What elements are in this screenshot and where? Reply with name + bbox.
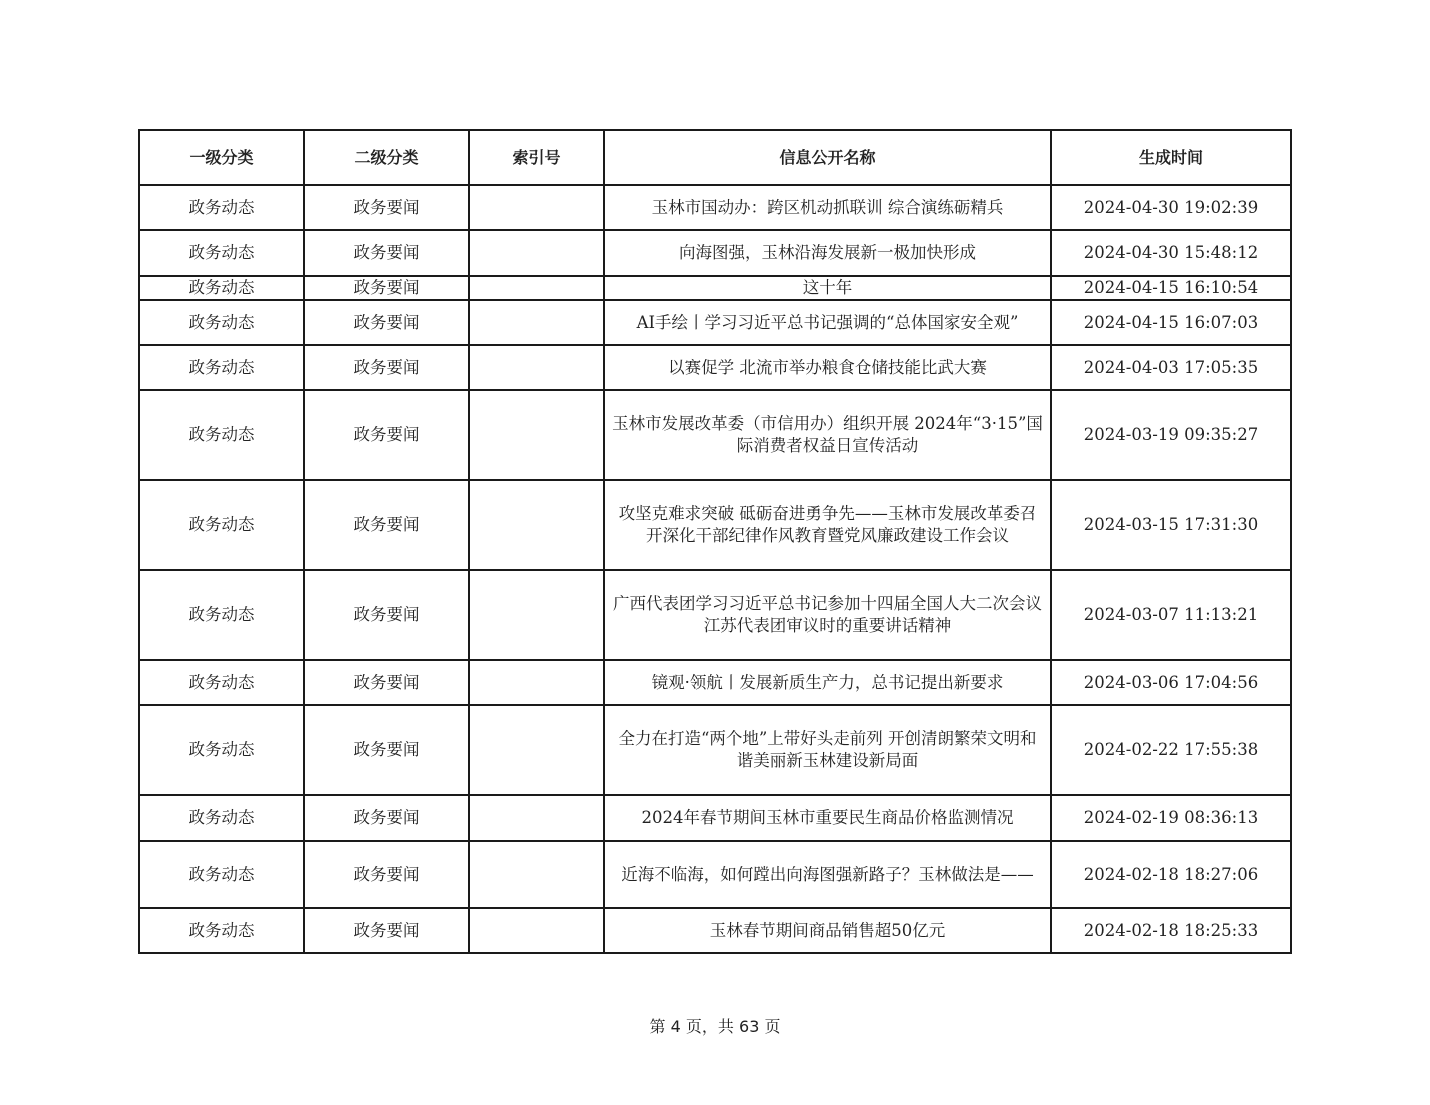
table-row [139,570,1291,660]
cell-info-title: 全力在打造“两个地”上带好头走前列 开创清朗繁荣文明和谐美丽新玉林建设新局面 [604,705,1051,795]
table-header [139,130,1291,185]
cell-category-1: 政务动态 [139,390,304,480]
table-row [139,185,1291,230]
cell-info-title: 广西代表团学习习近平总书记参加十四届全国人大二次会议江苏代表团审议时的重要讲话精神 [604,570,1051,660]
cell-index-number [469,230,604,276]
cell-generated-time: 2024-04-03 17:05:35 [1051,345,1291,390]
cell-category-1: 政务动态 [139,276,304,300]
cell-category-2: 政务要闻 [304,795,469,841]
cell-generated-time: 2024-02-18 18:25:33 [1051,908,1291,953]
cell-index-number [469,185,604,230]
table-row [139,230,1291,276]
cell-category-1: 政务动态 [139,230,304,276]
cell-category-1: 政务动态 [139,841,304,908]
cell-category-2: 政务要闻 [304,300,469,345]
cell-generated-time: 2024-04-30 19:02:39 [1051,185,1291,230]
cell-category-2: 政务要闻 [304,345,469,390]
cell-category-1: 政务动态 [139,908,304,953]
cell-category-2: 政务要闻 [304,841,469,908]
cell-index-number [469,276,604,300]
cell-info-title: 玉林春节期间商品销售超50亿元 [604,908,1051,953]
cell-index-number [469,841,604,908]
cell-category-2: 政务要闻 [304,185,469,230]
cell-info-title: 近海不临海，如何蹚出向海图强新路子？玉林做法是—— [604,841,1051,908]
cell-index-number [469,345,604,390]
cell-index-number [469,480,604,570]
cell-category-2: 政务要闻 [304,480,469,570]
table-row [139,276,1291,300]
table-row [139,390,1291,480]
cell-info-title: 以赛促学 北流市举办粮食仓储技能比武大赛 [604,345,1051,390]
cell-info-title: 玉林市国动办：跨区机动抓联训 综合演练砺精兵 [604,185,1051,230]
cell-info-title: AI手绘丨学习习近平总书记强调的“总体国家安全观” [604,300,1051,345]
footer-middle: 页，共 [685,1017,734,1036]
header-category-2: 二级分类 [304,130,469,185]
header-generated-time: 生成时间 [1051,130,1291,185]
header-category-1: 一级分类 [139,130,304,185]
cell-category-1: 政务动态 [139,185,304,230]
cell-generated-time: 2024-04-30 15:48:12 [1051,230,1291,276]
cell-category-2: 政务要闻 [304,908,469,953]
cell-generated-time: 2024-03-15 17:31:30 [1051,480,1291,570]
cell-category-1: 政务动态 [139,570,304,660]
page-footer [0,1014,1430,1037]
table-row [139,841,1291,908]
table-row [139,480,1291,570]
table-row [139,660,1291,705]
cell-generated-time: 2024-04-15 16:10:54 [1051,276,1291,300]
cell-generated-time: 2024-03-19 09:35:27 [1051,390,1291,480]
cell-index-number [469,795,604,841]
cell-generated-time: 2024-03-07 11:13:21 [1051,570,1291,660]
cell-category-2: 政务要闻 [304,705,469,795]
header-row [139,130,1291,185]
cell-generated-time: 2024-04-15 16:07:03 [1051,300,1291,345]
cell-info-title: 2024年春节期间玉林市重要民生商品价格监测情况 [604,795,1051,841]
cell-index-number [469,660,604,705]
footer-prefix: 第 [649,1017,666,1036]
header-info-title: 信息公开名称 [604,130,1051,185]
cell-info-title: 玉林市发展改革委（市信用办）组织开展 2024年“3·15”国际消费者权益日宣传活动 [604,390,1051,480]
footer-page-number: 4 [670,1017,681,1036]
cell-info-title: 这十年 [604,276,1051,300]
cell-category-2: 政务要闻 [304,660,469,705]
cell-category-2: 政务要闻 [304,276,469,300]
cell-info-title: 攻坚克难求突破 砥砺奋进勇争先——玉林市发展改革委召开深化干部纪律作风教育暨党风廉政建设工作会议 [604,480,1051,570]
cell-category-1: 政务动态 [139,300,304,345]
cell-index-number [469,390,604,480]
cell-generated-time: 2024-03-06 17:04:56 [1051,660,1291,705]
cell-info-title: 镜观·领航丨发展新质生产力，总书记提出新要求 [604,660,1051,705]
footer-suffix: 页 [764,1017,781,1036]
table-body [139,185,1291,953]
header-index-number: 索引号 [469,130,604,185]
cell-category-2: 政务要闻 [304,570,469,660]
cell-category-1: 政务动态 [139,795,304,841]
footer-total-pages: 63 [739,1017,760,1036]
table-row [139,705,1291,795]
cell-index-number [469,300,604,345]
cell-category-2: 政务要闻 [304,230,469,276]
cell-category-1: 政务动态 [139,480,304,570]
cell-index-number [469,908,604,953]
cell-index-number [469,705,604,795]
table-row [139,300,1291,345]
cell-index-number [469,570,604,660]
cell-category-1: 政务动态 [139,345,304,390]
cell-generated-time: 2024-02-19 08:36:13 [1051,795,1291,841]
table-row [139,345,1291,390]
cell-info-title: 向海图强，玉林沿海发展新一极加快形成 [604,230,1051,276]
cell-category-1: 政务动态 [139,660,304,705]
table-row [139,795,1291,841]
cell-generated-time: 2024-02-22 17:55:38 [1051,705,1291,795]
info-disclosure-table [138,129,1292,954]
table-row [139,908,1291,953]
cell-generated-time: 2024-02-18 18:27:06 [1051,841,1291,908]
cell-category-1: 政务动态 [139,705,304,795]
cell-category-2: 政务要闻 [304,390,469,480]
